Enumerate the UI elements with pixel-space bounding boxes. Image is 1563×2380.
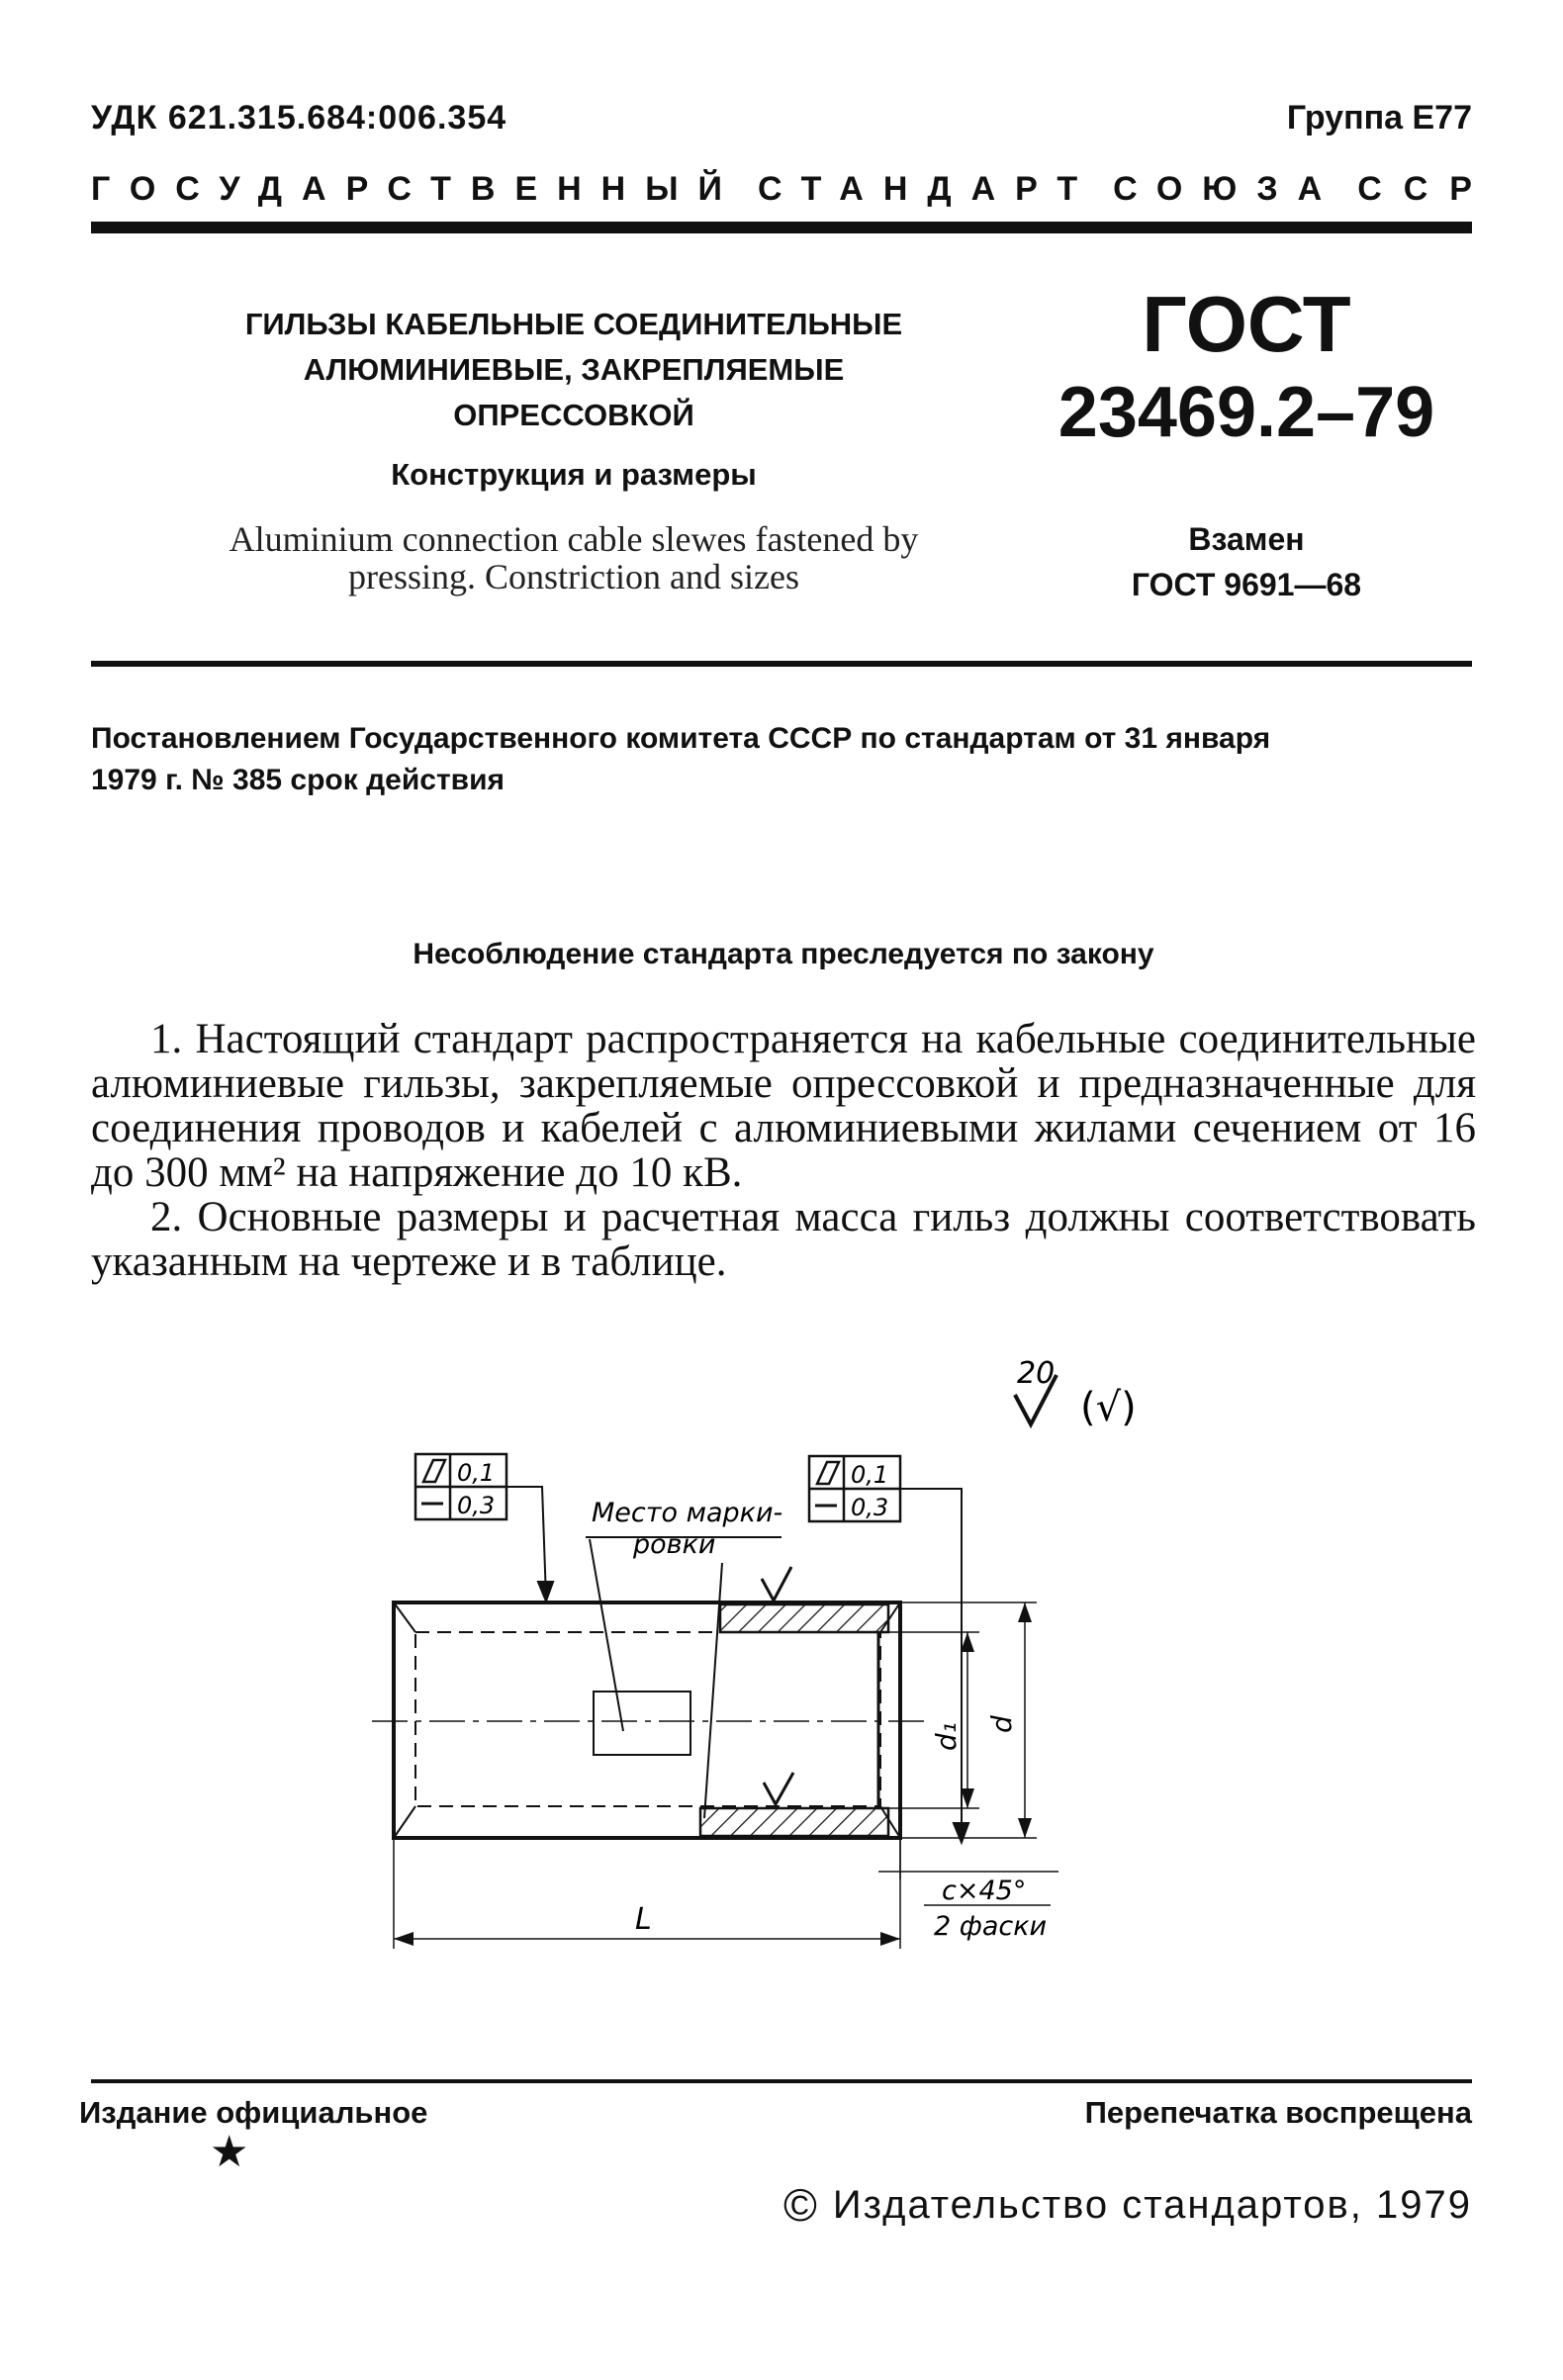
cylindricity-icon (817, 1462, 839, 1484)
copyright-icon: © (782, 2179, 819, 2231)
banner-word: СОЮЗА (1113, 170, 1342, 208)
roughness-value: 20 (1017, 1356, 1056, 1391)
marking-area (594, 1692, 690, 1755)
title-line-3: ОПРЕССОВКОЙ (453, 398, 694, 432)
marking-label-line-2: ровки (633, 1529, 716, 1560)
chamfer-count: 2 фаски (934, 1911, 1048, 1942)
gost-number: 23469.2–79 (1057, 373, 1435, 452)
decree-line-2: 1979 г. № 385 срок действия (91, 764, 506, 796)
footer-rule (91, 2079, 1472, 2083)
english-title-line-1: Aluminium connection cable slewes fastened by (229, 519, 919, 559)
roughness-paren: (√) (1080, 1385, 1137, 1430)
gost-label: ГОСТ (1142, 280, 1351, 368)
roughness-mark-top (762, 1567, 791, 1601)
subtitle: Конструкция и размеры (391, 457, 757, 492)
marking-label-line-1: Место марки- (592, 1498, 783, 1528)
star-icon: ★ (210, 2128, 249, 2176)
replaces-label: Взамен (1188, 521, 1305, 557)
replaces-number: ГОСТ 9691—68 (1131, 567, 1362, 602)
tolerance-right-bottom: 0,3 (851, 1494, 889, 1521)
tolerance-frame-right (809, 1456, 900, 1521)
banner-word: ССР (1357, 170, 1494, 208)
official-edition: Издание официальное (79, 2095, 428, 2130)
tolerance-frame-left (415, 1454, 506, 1519)
paragraph-1-text: 1. Настоящий стандарт распространяется на кабельные соединительные алюминиевые гильзы, закрепляемые опрессовкой и предназначенные для соединения проводов и кабелей с алюминиевыми жилами сечением от 16 до 300 мм² на напряжение до 10 кВ. (91, 1016, 1476, 1196)
sleeve-outer (394, 1602, 900, 1838)
roughness-mark-bottom (764, 1773, 793, 1804)
decree-line-1: Постановлением Государственного комитета СССР по стандартам от 31 января (91, 722, 1271, 755)
tolerance-left-bottom: 0,3 (457, 1492, 496, 1519)
title-line-2: АЛЮМИНИЕВЫЕ, ЗАКРЕПЛЯЕМЫЕ (303, 352, 845, 387)
chamfer-size: c×45° (942, 1876, 1027, 1906)
paragraph-2-text: 2. Основные размеры и расчетная масса гильз должны соответствовать указанным на чертеже и в таблице. (91, 1194, 1476, 1285)
dimension-d: d (985, 1715, 1018, 1733)
group-code: Группа Е77 (1286, 99, 1472, 137)
publisher-line (783, 2178, 1472, 2232)
legal-warning: Несоблюдение стандарта преследуется по закону (413, 938, 1154, 970)
section-hatch-bottom (700, 1808, 888, 1836)
title-line-1: ГИЛЬЗЫ КАБЕЛЬНЫЕ СОЕДИНИТЕЛЬНЫЕ (244, 307, 903, 341)
banner-word: СТАНДАРТ (757, 170, 1098, 208)
reprint-prohibited: Перепечатка воспрещена (1084, 2095, 1472, 2130)
dimension-L: L (635, 1902, 652, 1937)
banner-word: ГОСУДАРСТВЕННЫЙ (91, 170, 742, 208)
cylindricity-icon (423, 1460, 445, 1482)
dimension-d1: d₁ (930, 1722, 963, 1751)
publisher-name: Издательство стандартов, 1979 (832, 2182, 1472, 2227)
tolerance-left-top: 0,1 (457, 1459, 496, 1487)
udc-code: УДК 621.315.684:006.354 (91, 99, 507, 137)
tolerance-right-top: 0,1 (851, 1461, 889, 1489)
section-hatch-top (720, 1604, 888, 1632)
english-title-line-2: pressing. Constriction and sizes (348, 557, 799, 596)
